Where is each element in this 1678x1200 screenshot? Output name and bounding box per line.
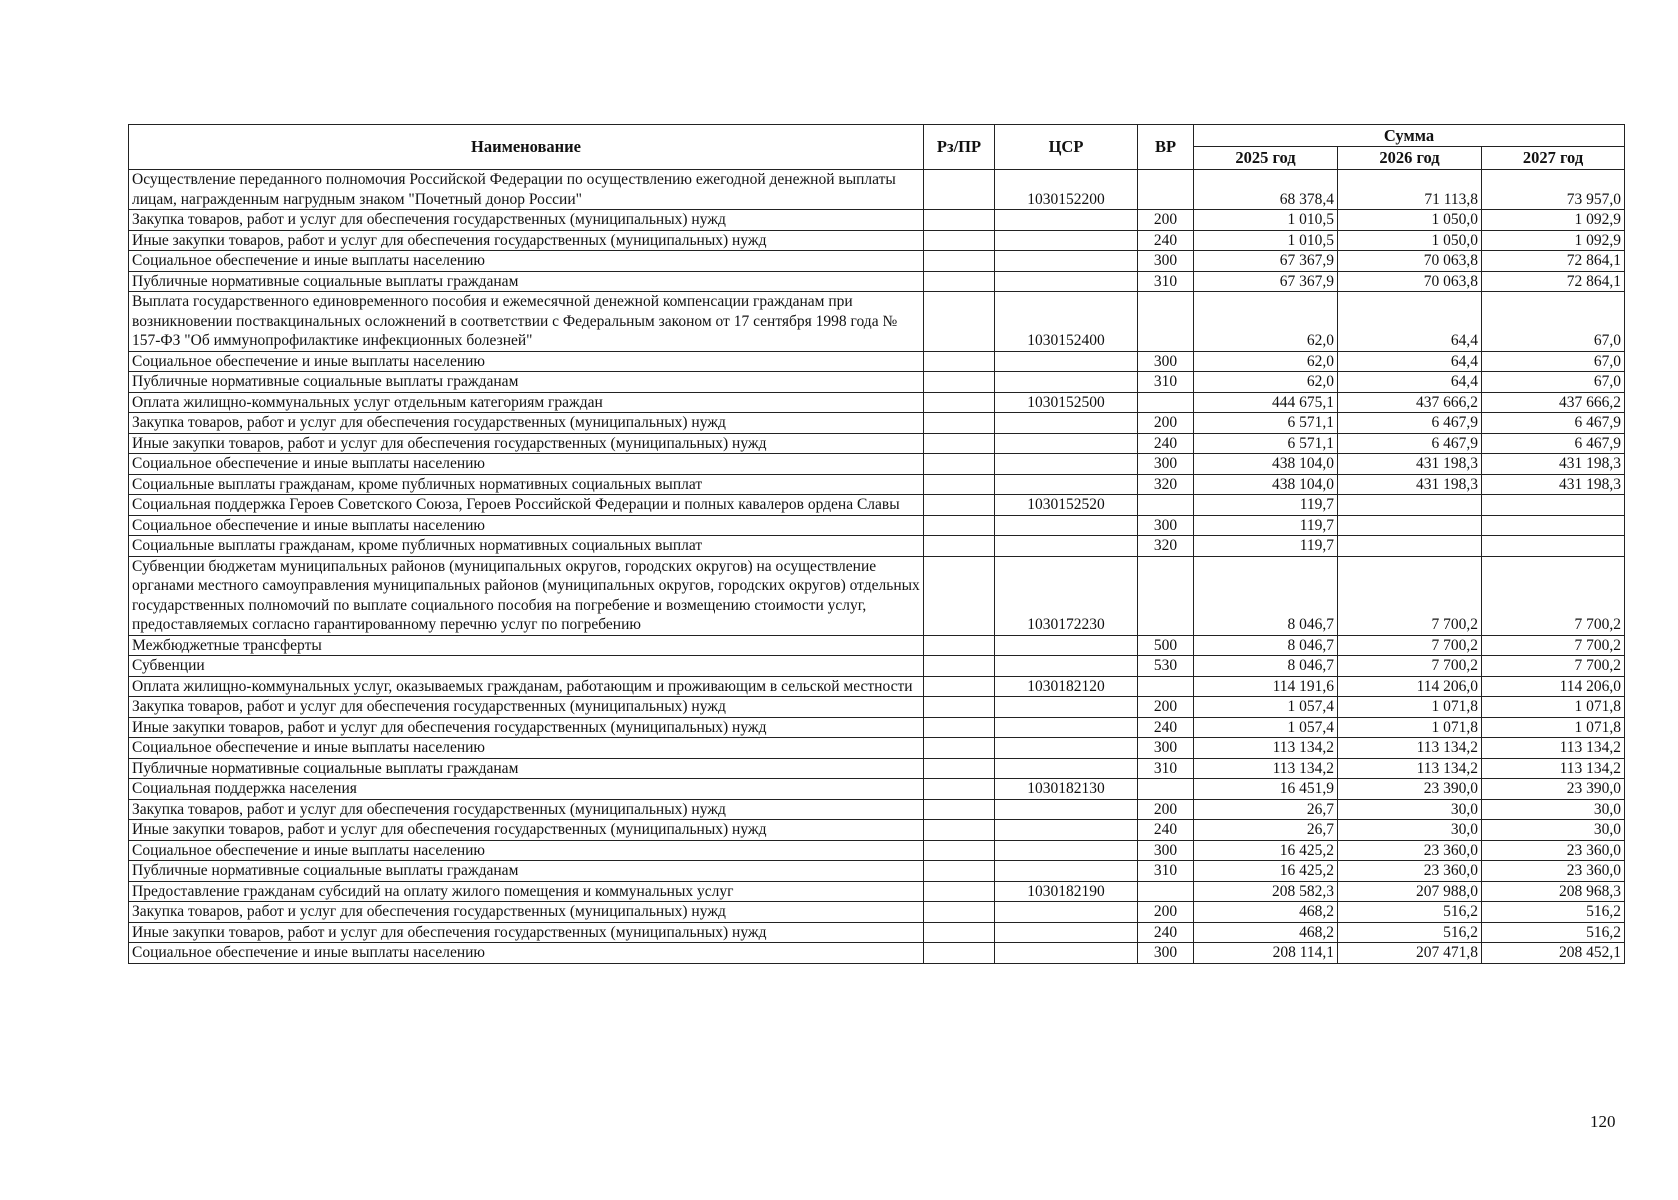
- cell-2025: 68 378,4: [1194, 170, 1338, 210]
- cell-name: Субвенции бюджетам муниципальных районов (муниципальных округов, городских округов) на осуществление органами местного самоуправления муниципальных районов (муниципальных округов, городских округов) отдельных государственных полномочий по выплате социального пособия на погребение и возмещению стоимости услуг, предоставляемых согласно гарантированному перечню услуг по погребению: [129, 556, 924, 635]
- cell-2026: 114 206,0: [1338, 676, 1482, 697]
- cell-2025: 67 367,9: [1194, 251, 1338, 272]
- cell-vr: [1138, 556, 1194, 635]
- cell-csr: [995, 413, 1138, 434]
- header-year-2026: 2026 год: [1338, 147, 1482, 170]
- cell-2027: 431 198,3: [1482, 454, 1625, 475]
- cell-rzpr: [924, 433, 995, 454]
- cell-vr: 200: [1138, 799, 1194, 820]
- header-year-2025: 2025 год: [1194, 147, 1338, 170]
- cell-2025: 26,7: [1194, 799, 1338, 820]
- cell-vr: 240: [1138, 433, 1194, 454]
- cell-vr: 300: [1138, 840, 1194, 861]
- cell-csr: [995, 738, 1138, 759]
- cell-name: Социальное обеспечение и иные выплаты населению: [129, 840, 924, 861]
- cell-csr: [995, 536, 1138, 557]
- cell-2025: 6 571,1: [1194, 413, 1338, 434]
- cell-2026: 113 134,2: [1338, 758, 1482, 779]
- cell-csr: 1030182120: [995, 676, 1138, 697]
- cell-2025: 16 425,2: [1194, 840, 1338, 861]
- cell-2026: 516,2: [1338, 922, 1482, 943]
- cell-2026: 30,0: [1338, 799, 1482, 820]
- cell-name: Социальное обеспечение и иные выплаты населению: [129, 251, 924, 272]
- cell-name: Осуществление переданного полномочия Российской Федерации по осуществлению ежегодной денежной выплаты лицам, награжденным нагрудным знаком "Почетный донор России": [129, 170, 924, 210]
- cell-rzpr: [924, 251, 995, 272]
- cell-vr: [1138, 392, 1194, 413]
- table-row: [129, 779, 1625, 800]
- cell-vr: 200: [1138, 697, 1194, 718]
- cell-csr: [995, 922, 1138, 943]
- header-rzpr: Рз/ПР: [924, 125, 995, 170]
- cell-2025: 113 134,2: [1194, 738, 1338, 759]
- cell-name: Закупка товаров, работ и услуг для обеспечения государственных (муниципальных) нужд: [129, 210, 924, 231]
- cell-rzpr: [924, 943, 995, 964]
- cell-2025: 119,7: [1194, 515, 1338, 536]
- cell-rzpr: [924, 738, 995, 759]
- cell-vr: 300: [1138, 251, 1194, 272]
- table-row: [129, 210, 1625, 231]
- table-row: [129, 413, 1625, 434]
- cell-name: Социальное обеспечение и иные выплаты населению: [129, 738, 924, 759]
- cell-2027: 72 864,1: [1482, 251, 1625, 272]
- cell-vr: 240: [1138, 922, 1194, 943]
- cell-csr: 1030182190: [995, 881, 1138, 902]
- cell-vr: 300: [1138, 454, 1194, 475]
- cell-2027: 23 360,0: [1482, 840, 1625, 861]
- cell-csr: 1030172230: [995, 556, 1138, 635]
- cell-2027: 208 968,3: [1482, 881, 1625, 902]
- cell-rzpr: [924, 495, 995, 516]
- table-row: [129, 861, 1625, 882]
- cell-vr: 200: [1138, 902, 1194, 923]
- cell-2025: 1 010,5: [1194, 230, 1338, 251]
- header-year-2027: 2027 год: [1482, 147, 1625, 170]
- cell-csr: [995, 635, 1138, 656]
- cell-name: Социальное обеспечение и иные выплаты населению: [129, 454, 924, 475]
- cell-vr: 200: [1138, 210, 1194, 231]
- cell-2026: 6 467,9: [1338, 433, 1482, 454]
- cell-2026: 113 134,2: [1338, 738, 1482, 759]
- cell-name: Публичные нормативные социальные выплаты гражданам: [129, 372, 924, 393]
- cell-2025: 113 134,2: [1194, 758, 1338, 779]
- cell-2025: 119,7: [1194, 536, 1338, 557]
- table-row: [129, 392, 1625, 413]
- cell-2025: 208 582,3: [1194, 881, 1338, 902]
- cell-2026: 6 467,9: [1338, 413, 1482, 434]
- cell-name: Социальные выплаты гражданам, кроме публичных нормативных социальных выплат: [129, 474, 924, 495]
- cell-2026: [1338, 495, 1482, 516]
- cell-2027: 113 134,2: [1482, 758, 1625, 779]
- cell-rzpr: [924, 676, 995, 697]
- cell-vr: 310: [1138, 271, 1194, 292]
- cell-2027: [1482, 536, 1625, 557]
- cell-vr: 200: [1138, 413, 1194, 434]
- cell-2026: 7 700,2: [1338, 656, 1482, 677]
- cell-2026: 23 390,0: [1338, 779, 1482, 800]
- cell-name: Предоставление гражданам субсидий на оплату жилого помещения и коммунальных услуг: [129, 881, 924, 902]
- cell-name: Оплата жилищно-коммунальных услуг, оказываемых гражданам, работающим и проживающим в сельской местности: [129, 676, 924, 697]
- cell-rzpr: [924, 474, 995, 495]
- cell-2026: 23 360,0: [1338, 861, 1482, 882]
- cell-name: Социальное обеспечение и иные выплаты населению: [129, 943, 924, 964]
- cell-csr: [995, 697, 1138, 718]
- cell-2027: 208 452,1: [1482, 943, 1625, 964]
- table-row: [129, 292, 1625, 352]
- cell-2026: 70 063,8: [1338, 271, 1482, 292]
- header-csr: ЦСР: [995, 125, 1138, 170]
- cell-2025: 62,0: [1194, 292, 1338, 352]
- table-row: [129, 943, 1625, 964]
- cell-2027: 7 700,2: [1482, 635, 1625, 656]
- cell-2026: 207 471,8: [1338, 943, 1482, 964]
- cell-2025: 438 104,0: [1194, 474, 1338, 495]
- cell-rzpr: [924, 536, 995, 557]
- cell-csr: [995, 515, 1138, 536]
- table-row: [129, 840, 1625, 861]
- cell-csr: [995, 902, 1138, 923]
- table-row: [129, 372, 1625, 393]
- cell-name: Публичные нормативные социальные выплаты гражданам: [129, 271, 924, 292]
- cell-2026: 1 050,0: [1338, 230, 1482, 251]
- cell-2025: 8 046,7: [1194, 635, 1338, 656]
- cell-2027: 67,0: [1482, 292, 1625, 352]
- cell-name: Иные закупки товаров, работ и услуг для обеспечения государственных (муниципальных) нужд: [129, 433, 924, 454]
- cell-vr: 310: [1138, 758, 1194, 779]
- cell-csr: [995, 251, 1138, 272]
- cell-name: Социальная поддержка населения: [129, 779, 924, 800]
- table-row: [129, 820, 1625, 841]
- cell-2027: 1 071,8: [1482, 717, 1625, 738]
- cell-csr: 1030152500: [995, 392, 1138, 413]
- table-row: [129, 536, 1625, 557]
- cell-2025: 67 367,9: [1194, 271, 1338, 292]
- cell-2025: 114 191,6: [1194, 676, 1338, 697]
- cell-2025: 438 104,0: [1194, 454, 1338, 475]
- cell-rzpr: [924, 292, 995, 352]
- cell-vr: 300: [1138, 738, 1194, 759]
- cell-vr: 310: [1138, 861, 1194, 882]
- table-row: [129, 676, 1625, 697]
- cell-name: Иные закупки товаров, работ и услуг для обеспечения государственных (муниципальных) нужд: [129, 230, 924, 251]
- cell-vr: 300: [1138, 351, 1194, 372]
- cell-rzpr: [924, 656, 995, 677]
- cell-2027: 23 390,0: [1482, 779, 1625, 800]
- cell-rzpr: [924, 922, 995, 943]
- cell-2026: 1 050,0: [1338, 210, 1482, 231]
- cell-vr: 320: [1138, 536, 1194, 557]
- cell-2027: 30,0: [1482, 799, 1625, 820]
- budget-table: [128, 124, 1625, 964]
- cell-2026: 71 113,8: [1338, 170, 1482, 210]
- cell-2025: 26,7: [1194, 820, 1338, 841]
- cell-2025: 6 571,1: [1194, 433, 1338, 454]
- cell-vr: [1138, 292, 1194, 352]
- cell-rzpr: [924, 170, 995, 210]
- table-row: [129, 515, 1625, 536]
- cell-csr: [995, 820, 1138, 841]
- cell-2025: 62,0: [1194, 372, 1338, 393]
- table-row: [129, 922, 1625, 943]
- table-row: [129, 251, 1625, 272]
- cell-name: Выплата государственного единовременного пособия и ежемесячной денежной компенсации гражданам при возникновении поствакцинальных осложнений в соответствии с Федеральным законом от 17 сентября 1998 года № 157-ФЗ "Об иммунопрофилактике инфекционных болезней": [129, 292, 924, 352]
- table-row: [129, 881, 1625, 902]
- cell-rzpr: [924, 210, 995, 231]
- table-row: [129, 495, 1625, 516]
- cell-name: Публичные нормативные социальные выплаты гражданам: [129, 758, 924, 779]
- table-row: [129, 697, 1625, 718]
- cell-csr: [995, 372, 1138, 393]
- cell-csr: [995, 271, 1138, 292]
- cell-2026: 64,4: [1338, 292, 1482, 352]
- cell-csr: [995, 758, 1138, 779]
- table-body: [129, 170, 1625, 964]
- table-row: [129, 717, 1625, 738]
- cell-rzpr: [924, 556, 995, 635]
- cell-rzpr: [924, 717, 995, 738]
- cell-csr: 1030152400: [995, 292, 1138, 352]
- cell-csr: 1030182130: [995, 779, 1138, 800]
- cell-rzpr: [924, 271, 995, 292]
- cell-2027: 6 467,9: [1482, 413, 1625, 434]
- cell-vr: [1138, 779, 1194, 800]
- cell-2027: 72 864,1: [1482, 271, 1625, 292]
- cell-2027: 23 360,0: [1482, 861, 1625, 882]
- header-name: Наименование: [129, 125, 924, 170]
- table-row: [129, 656, 1625, 677]
- cell-2027: [1482, 515, 1625, 536]
- cell-rzpr: [924, 230, 995, 251]
- table-row: [129, 902, 1625, 923]
- cell-2027: 30,0: [1482, 820, 1625, 841]
- cell-2026: 437 666,2: [1338, 392, 1482, 413]
- table-row: [129, 433, 1625, 454]
- cell-csr: [995, 210, 1138, 231]
- cell-name: Иные закупки товаров, работ и услуг для обеспечения государственных (муниципальных) нужд: [129, 922, 924, 943]
- cell-vr: 300: [1138, 515, 1194, 536]
- cell-csr: [995, 840, 1138, 861]
- cell-2027: 7 700,2: [1482, 656, 1625, 677]
- cell-vr: 320: [1138, 474, 1194, 495]
- table-row: [129, 170, 1625, 210]
- cell-2026: 207 988,0: [1338, 881, 1482, 902]
- cell-2027: 113 134,2: [1482, 738, 1625, 759]
- cell-vr: 500: [1138, 635, 1194, 656]
- table-header: [129, 125, 1625, 170]
- cell-vr: 300: [1138, 943, 1194, 964]
- cell-name: Иные закупки товаров, работ и услуг для обеспечения государственных (муниципальных) нужд: [129, 820, 924, 841]
- cell-name: Социальные выплаты гражданам, кроме публичных нормативных социальных выплат: [129, 536, 924, 557]
- cell-2027: 67,0: [1482, 372, 1625, 393]
- cell-2025: 8 046,7: [1194, 556, 1338, 635]
- cell-rzpr: [924, 697, 995, 718]
- cell-csr: [995, 656, 1138, 677]
- cell-2027: 437 666,2: [1482, 392, 1625, 413]
- cell-csr: [995, 230, 1138, 251]
- cell-name: Социальное обеспечение и иные выплаты населению: [129, 351, 924, 372]
- cell-2027: 7 700,2: [1482, 556, 1625, 635]
- cell-rzpr: [924, 799, 995, 820]
- cell-2027: 6 467,9: [1482, 433, 1625, 454]
- cell-2026: 1 071,8: [1338, 717, 1482, 738]
- cell-rzpr: [924, 515, 995, 536]
- cell-2026: 1 071,8: [1338, 697, 1482, 718]
- table-row: [129, 230, 1625, 251]
- cell-2027: 67,0: [1482, 351, 1625, 372]
- cell-csr: [995, 943, 1138, 964]
- cell-rzpr: [924, 351, 995, 372]
- table-row: [129, 271, 1625, 292]
- cell-2025: 8 046,7: [1194, 656, 1338, 677]
- cell-vr: 310: [1138, 372, 1194, 393]
- cell-name: Закупка товаров, работ и услуг для обеспечения государственных (муниципальных) нужд: [129, 799, 924, 820]
- cell-2027: 114 206,0: [1482, 676, 1625, 697]
- cell-2027: 516,2: [1482, 922, 1625, 943]
- cell-2026: 23 360,0: [1338, 840, 1482, 861]
- cell-name: Закупка товаров, работ и услуг для обеспечения государственных (муниципальных) нужд: [129, 413, 924, 434]
- cell-csr: [995, 861, 1138, 882]
- cell-name: Оплата жилищно-коммунальных услуг отдельным категориям граждан: [129, 392, 924, 413]
- cell-2025: 62,0: [1194, 351, 1338, 372]
- cell-csr: 1030152520: [995, 495, 1138, 516]
- cell-vr: [1138, 676, 1194, 697]
- table-row: [129, 351, 1625, 372]
- cell-2026: 431 198,3: [1338, 474, 1482, 495]
- cell-2027: 1 092,9: [1482, 210, 1625, 231]
- cell-vr: [1138, 881, 1194, 902]
- cell-vr: 240: [1138, 230, 1194, 251]
- table-row: [129, 635, 1625, 656]
- cell-2026: 70 063,8: [1338, 251, 1482, 272]
- cell-name: Межбюджетные трансферты: [129, 635, 924, 656]
- cell-name: Иные закупки товаров, работ и услуг для обеспечения государственных (муниципальных) нужд: [129, 717, 924, 738]
- cell-2025: 1 057,4: [1194, 697, 1338, 718]
- cell-rzpr: [924, 881, 995, 902]
- cell-name: Публичные нормативные социальные выплаты гражданам: [129, 861, 924, 882]
- cell-2025: 1 010,5: [1194, 210, 1338, 231]
- cell-2025: 468,2: [1194, 902, 1338, 923]
- cell-2027: 431 198,3: [1482, 474, 1625, 495]
- table-row: [129, 474, 1625, 495]
- cell-2027: [1482, 495, 1625, 516]
- table-row: [129, 556, 1625, 635]
- cell-vr: 240: [1138, 717, 1194, 738]
- cell-2025: 16 425,2: [1194, 861, 1338, 882]
- cell-rzpr: [924, 840, 995, 861]
- cell-2026: 64,4: [1338, 372, 1482, 393]
- cell-rzpr: [924, 758, 995, 779]
- cell-rzpr: [924, 820, 995, 841]
- cell-rzpr: [924, 861, 995, 882]
- cell-csr: [995, 454, 1138, 475]
- cell-csr: [995, 474, 1138, 495]
- cell-2026: 64,4: [1338, 351, 1482, 372]
- cell-rzpr: [924, 454, 995, 475]
- cell-2027: 516,2: [1482, 902, 1625, 923]
- cell-csr: [995, 799, 1138, 820]
- cell-2025: 119,7: [1194, 495, 1338, 516]
- cell-rzpr: [924, 779, 995, 800]
- cell-2027: 1 071,8: [1482, 697, 1625, 718]
- table-row: [129, 738, 1625, 759]
- cell-2026: 30,0: [1338, 820, 1482, 841]
- cell-vr: 530: [1138, 656, 1194, 677]
- cell-csr: [995, 351, 1138, 372]
- table-row: [129, 799, 1625, 820]
- cell-rzpr: [924, 392, 995, 413]
- cell-2026: [1338, 515, 1482, 536]
- cell-rzpr: [924, 902, 995, 923]
- cell-2025: 444 675,1: [1194, 392, 1338, 413]
- cell-csr: [995, 717, 1138, 738]
- cell-csr: [995, 433, 1138, 454]
- table-row: [129, 758, 1625, 779]
- cell-2026: 7 700,2: [1338, 635, 1482, 656]
- cell-2026: 7 700,2: [1338, 556, 1482, 635]
- page-number: 120: [1590, 1112, 1616, 1131]
- table-row: [129, 454, 1625, 475]
- cell-2025: 208 114,1: [1194, 943, 1338, 964]
- cell-name: Закупка товаров, работ и услуг для обеспечения государственных (муниципальных) нужд: [129, 697, 924, 718]
- cell-name: Закупка товаров, работ и услуг для обеспечения государственных (муниципальных) нужд: [129, 902, 924, 923]
- cell-2026: [1338, 536, 1482, 557]
- header-sum: Сумма: [1194, 125, 1625, 147]
- cell-name: Социальная поддержка Героев Советского Союза, Героев Российской Федерации и полных кавалеров ордена Славы: [129, 495, 924, 516]
- cell-2027: 1 092,9: [1482, 230, 1625, 251]
- cell-rzpr: [924, 635, 995, 656]
- cell-name: Субвенции: [129, 656, 924, 677]
- cell-vr: [1138, 495, 1194, 516]
- cell-2025: 1 057,4: [1194, 717, 1338, 738]
- cell-name: Социальное обеспечение и иные выплаты населению: [129, 515, 924, 536]
- cell-vr: 240: [1138, 820, 1194, 841]
- cell-2025: 16 451,9: [1194, 779, 1338, 800]
- cell-2027: 73 957,0: [1482, 170, 1625, 210]
- cell-2026: 431 198,3: [1338, 454, 1482, 475]
- cell-rzpr: [924, 372, 995, 393]
- cell-2026: 516,2: [1338, 902, 1482, 923]
- cell-2025: 468,2: [1194, 922, 1338, 943]
- header-vr: ВР: [1138, 125, 1194, 170]
- cell-csr: 1030152200: [995, 170, 1138, 210]
- cell-rzpr: [924, 413, 995, 434]
- cell-vr: [1138, 170, 1194, 210]
